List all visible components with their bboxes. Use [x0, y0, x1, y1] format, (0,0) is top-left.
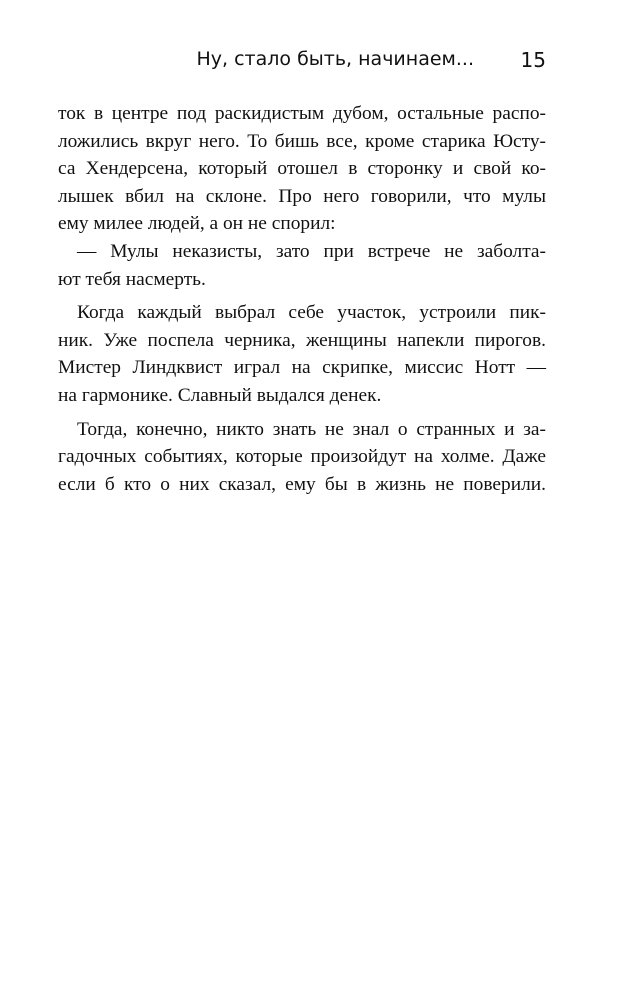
text-line: ложились вкруг него. То бишь все, кроме старика Юсту-	[58, 130, 546, 152]
text-line: если б кто о них сказал, ему бы в жизнь не поверили.	[58, 473, 546, 495]
text-line: ют тебя насмерть.	[58, 268, 206, 290]
text-line: Когда каждый выбрал себе участок, устроили пик-	[77, 302, 546, 324]
text-line: ник. Уже поспела черника, женщины напекли пирогов.	[58, 329, 546, 351]
text-line: гадочных событиях, которые произойдут на холме. Даже	[58, 446, 546, 468]
text-line: са Хендерсена, который отошел в сторонку и свой ко-	[58, 158, 546, 180]
body-text	[58, 100, 546, 498]
text-line: на гармонике. Славный выдался денек.	[58, 384, 382, 406]
text-line: лышек вбил на склоне. Про него говорили, что мулы	[58, 185, 546, 207]
paragraph-3	[58, 299, 546, 409]
text-line: ему милее людей, а он не спорил:	[58, 213, 336, 235]
running-header	[60, 48, 546, 84]
running-title: Ну, стало быть, начинаем...	[196, 48, 474, 70]
paragraph-1	[58, 100, 546, 238]
page-number: 15	[520, 48, 546, 72]
text-line: — Мулы неказисты, зато при встрече не заболта-	[77, 240, 546, 262]
text-line: ток в центре под раскидистым дубом, остальные распо-	[58, 103, 546, 124]
text-line: Тогда, конечно, никто знать не знал о странных и за-	[77, 418, 546, 440]
paragraph-4	[58, 416, 546, 499]
text-line: Мистер Линдквист играл на скрипке, миссис Нотт —	[58, 357, 546, 379]
paragraph-2	[58, 238, 546, 293]
